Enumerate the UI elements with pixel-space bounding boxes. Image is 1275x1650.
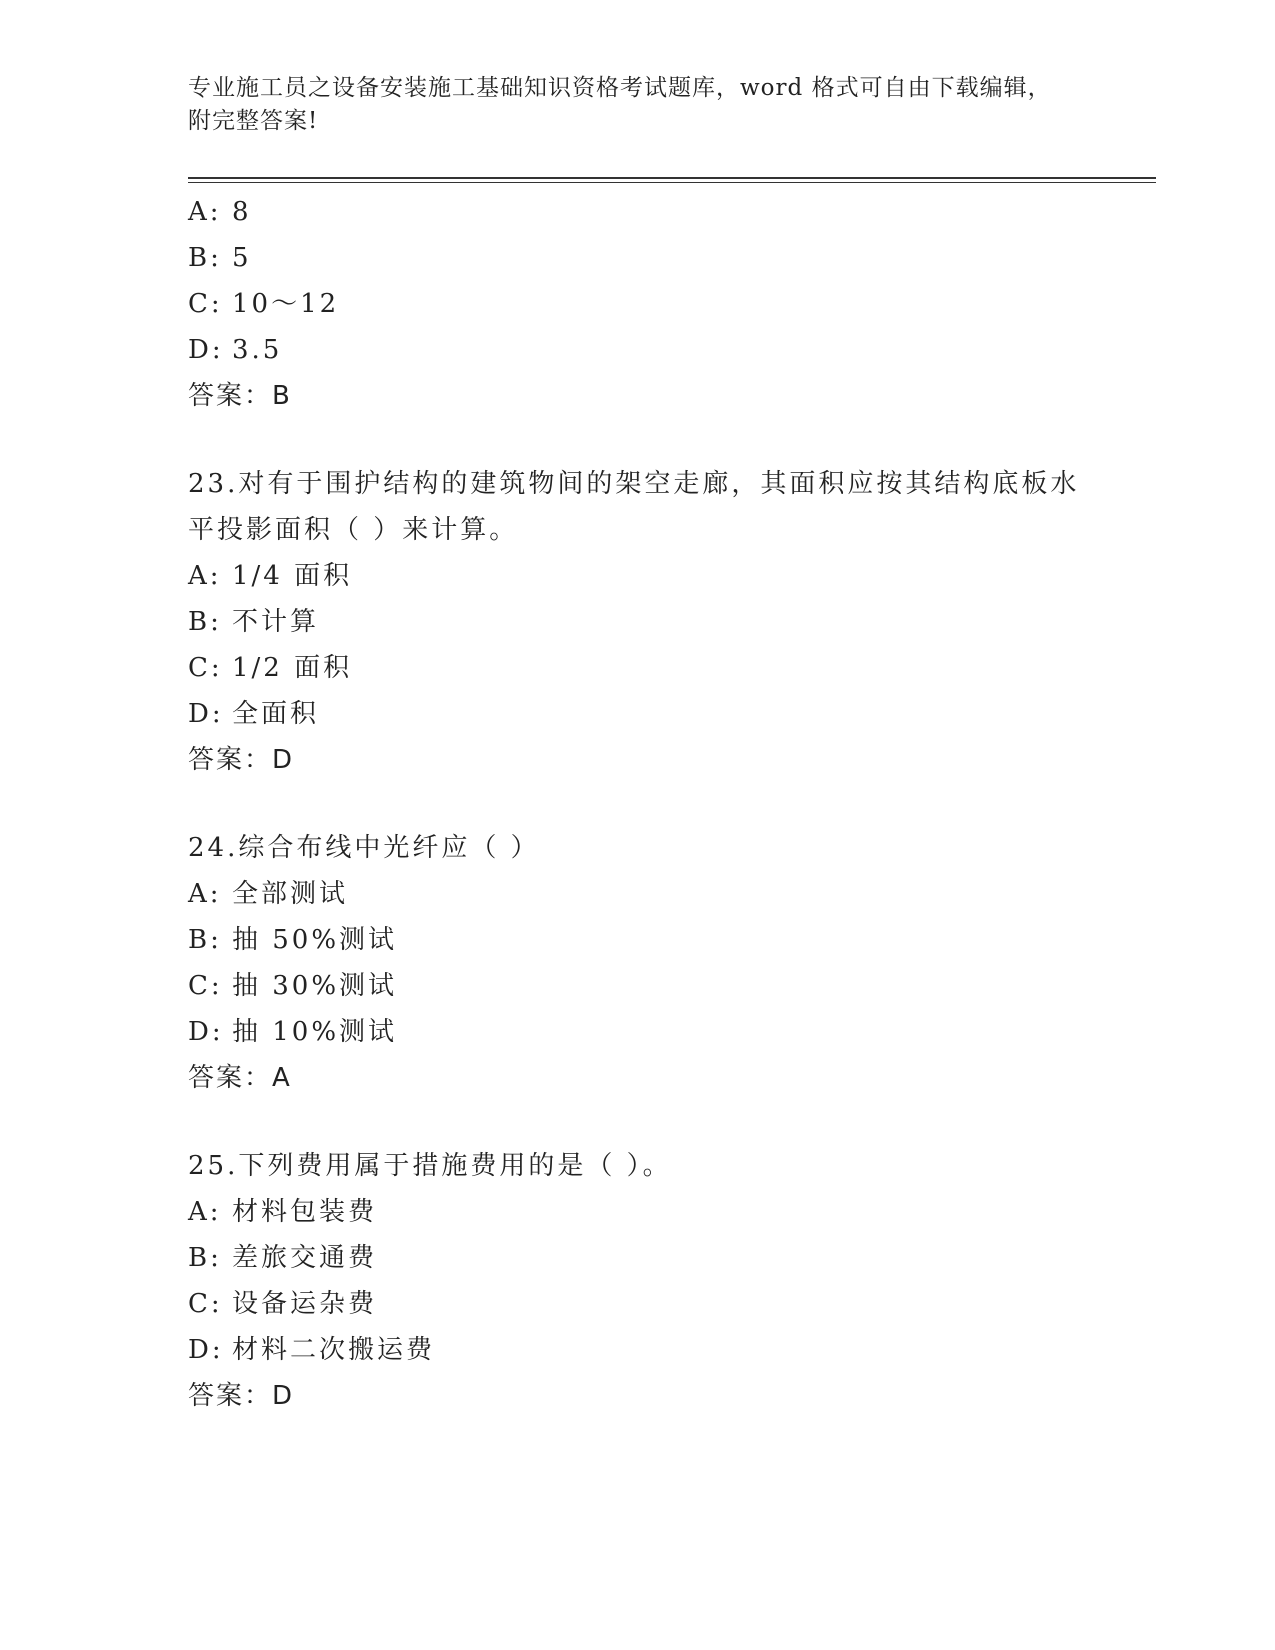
carryover-block bbox=[188, 189, 1088, 419]
option-row bbox=[188, 281, 1088, 327]
question-text-line: 24.综合布线中光纤应（ ） bbox=[188, 833, 540, 863]
question-text-line: 23.对有于围护结构的建筑物间的架空走廊，其面积应按其结构底板水 bbox=[188, 469, 1080, 499]
option-letter: D: bbox=[188, 1017, 224, 1047]
option-text: 设备运杂费 bbox=[232, 1289, 378, 1319]
option-letter: A: bbox=[188, 561, 222, 591]
option-text: 材料二次搬运费 bbox=[232, 1335, 436, 1365]
option-row bbox=[188, 645, 1088, 691]
option-text: 8 bbox=[232, 197, 252, 227]
answer-line: 答案：D bbox=[188, 1381, 295, 1411]
option-letter: C: bbox=[188, 289, 223, 319]
question-block-25 bbox=[188, 1143, 1088, 1419]
question-content bbox=[188, 189, 1088, 1419]
question-block-23 bbox=[188, 461, 1088, 783]
question-text-line: 平投影面积（ ）来计算。 bbox=[188, 515, 519, 545]
question-text-line: 25.下列费用属于措施费用的是（ ）。 bbox=[188, 1151, 672, 1181]
option-row bbox=[188, 189, 1088, 235]
header-line-1: 专业施工员之设备安装施工基础知识资格考试题库，word 格式可自由下载编辑， bbox=[188, 75, 1052, 101]
option-text: 抽 50%测试 bbox=[232, 925, 398, 955]
option-text: 1/4 面积 bbox=[232, 561, 353, 591]
option-letter: A: bbox=[188, 197, 222, 227]
answer-line: 答案：A bbox=[188, 1063, 292, 1093]
option-letter: A: bbox=[188, 879, 222, 909]
option-row bbox=[188, 599, 1088, 645]
option-letter: C: bbox=[188, 1289, 223, 1319]
answer-line: 答案：B bbox=[188, 381, 292, 411]
option-text: 抽 30%测试 bbox=[232, 971, 398, 1001]
option-text: 抽 10%测试 bbox=[232, 1017, 398, 1047]
option-row bbox=[188, 235, 1088, 281]
option-row bbox=[188, 1189, 1088, 1235]
option-letter: D: bbox=[188, 699, 224, 729]
option-text: 5 bbox=[232, 243, 252, 273]
option-row bbox=[188, 1009, 1088, 1055]
question-block-24 bbox=[188, 825, 1088, 1101]
option-letter: C: bbox=[188, 971, 223, 1001]
option-row bbox=[188, 1281, 1088, 1327]
option-row bbox=[188, 963, 1088, 1009]
option-row bbox=[188, 327, 1088, 373]
option-row bbox=[188, 871, 1088, 917]
option-row bbox=[188, 553, 1088, 599]
option-letter: B: bbox=[188, 925, 222, 955]
option-text: 全面积 bbox=[232, 699, 320, 729]
option-text: 差旅交通费 bbox=[232, 1243, 378, 1273]
header-divider-thin bbox=[188, 182, 1156, 183]
option-row bbox=[188, 917, 1088, 963]
option-text: 全部测试 bbox=[232, 879, 349, 909]
option-row bbox=[188, 1327, 1088, 1373]
option-letter: B: bbox=[188, 607, 222, 637]
option-text: 10～12 bbox=[232, 289, 340, 319]
answer-line: 答案：D bbox=[188, 745, 295, 775]
option-row bbox=[188, 1235, 1088, 1281]
option-letter: A: bbox=[188, 1197, 222, 1227]
option-letter: D: bbox=[188, 335, 224, 365]
option-letter: B: bbox=[188, 243, 222, 273]
option-letter: D: bbox=[188, 1335, 224, 1365]
header-divider-thick bbox=[188, 177, 1156, 179]
option-row bbox=[188, 691, 1088, 737]
option-text: 材料包装费 bbox=[232, 1197, 378, 1227]
option-text: 3.5 bbox=[232, 335, 283, 365]
option-text: 不计算 bbox=[232, 607, 320, 637]
document-header bbox=[188, 72, 1068, 138]
option-letter: C: bbox=[188, 653, 223, 683]
option-letter: B: bbox=[188, 1243, 222, 1273]
header-line-2: 附完整答案! bbox=[188, 108, 319, 134]
option-text: 1/2 面积 bbox=[232, 653, 353, 683]
